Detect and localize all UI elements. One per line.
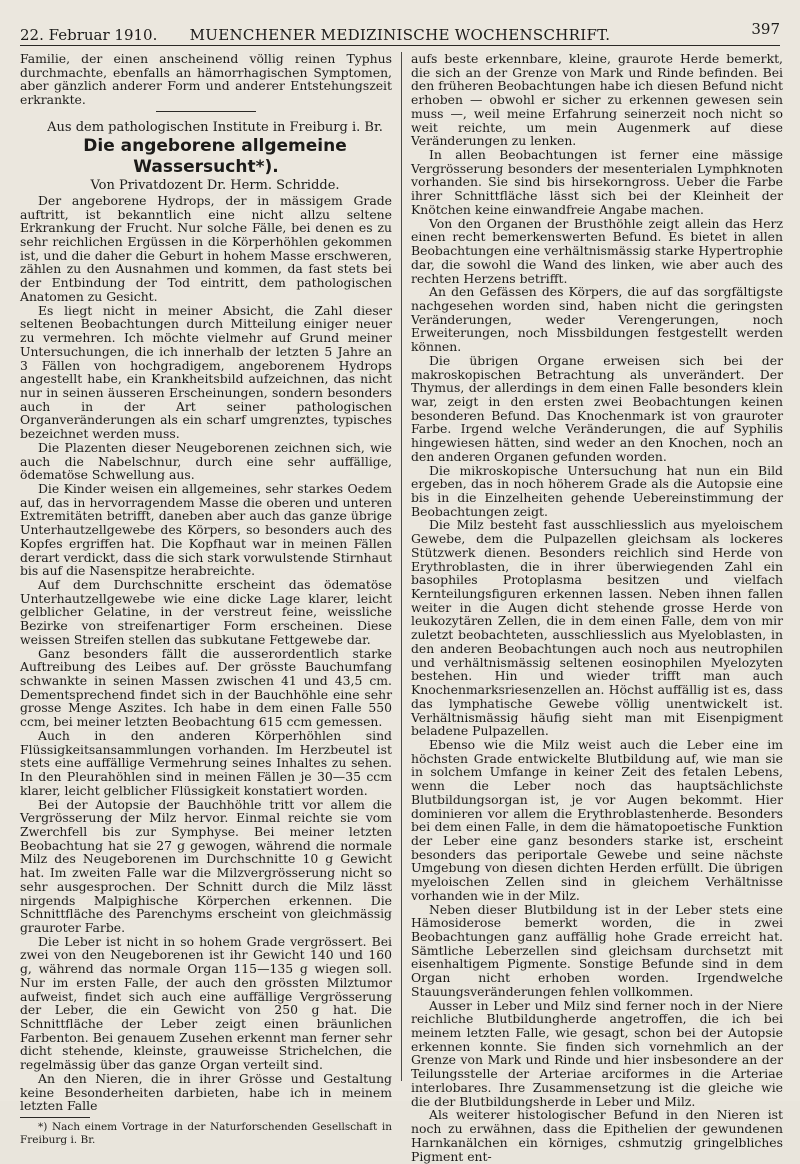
paragraph: Als weiterer histologischer Befund in den Nieren ist noch zu erwähnen, dass die Epithelien der gewundenen Harnkanälchen ein körniges, cshmutzig gringelbliches Pigment ent-: [411, 1107, 783, 1164]
paragraph: Neben dieser Blutbildung ist in der Leber stets eine Hämosiderose bemerkt worden, die in zwei Beobachtungen ganz auffällig hohe Grade erreicht hat. Sämtliche Leberzellen sind gleichsam durchsetzt mit eisenhaltigem Pigmente. Sonstige Befunde sind in dem Organ nicht erhoben worden. Irgendwelche Stauungsveränderungen fehlen vollkommen.: [411, 901, 783, 999]
paragraph: An den Gefässen des Körpers, die auf das sorgfältigste nachgesehen worden sind, haben nicht die geringsten Veränderungen, weder Verengerungen, noch Erweiterungen, noch Missbildungen festgestellt werden können.: [411, 284, 783, 355]
paragraph: Die Plazenten dieser Neugeborenen zeichnen sich, wie auch die Nabelschnur, durch eine sehr auffällige, ödematöse Schwellung aus.: [20, 439, 392, 483]
continued-paragraph: Familie, der einen anscheinend völlig reinen Typhus durchmachte, ebenfalls an hämorrhagischen Symptomen, aber gänzlich anderer Form und anderer Entstehungszeit erkrankte.: [20, 51, 392, 108]
continued-paragraph: aufs beste erkennbare, kleine, graurote Herde bemerkt, die sich an der Grenze von Mark und Rinde befinden. Bei den früheren Beobachtungen habe ich diesen Befund nicht erhoben — obwohl er sicher zu erkennen gewesen sein muss —, weil meine Erfahrung seinerzeit noch nicht so weit reichte, um mein Augenmerk auf diese Veränderungen zu lenken.: [411, 51, 783, 149]
left-column: [20, 52, 392, 1147]
paragraph: Von den Organen der Brusthöhle zeigt allein das Herz einen recht bemerkenswerten Befund. Es bietet in allen Beobachtungen eine verhältnismässig starke Hypertrophie dar, die sowohl die Wand des linken, wie aber auch des rechten Herzens betrifft.: [411, 215, 783, 286]
page-number: 397: [751, 20, 780, 38]
article-separator: [156, 111, 256, 112]
paragraph: Die übrigen Organe erweisen sich bei der makroskopischen Betrachtung als unverändert. Der Thymus, der allerdings in dem einen Falle besonders klein war, zeigt in den ersten zwei Beobachtungen keinen besonderen Befund. Das Knochenmark ist von grauroter Farbe. Irgend welche Veränderungen, die auf Syphilis hingewiesen hätten, sind weder an den Knochen, noch an den anderen Organen gefunden worden.: [411, 352, 783, 464]
paragraph: Die mikroskopische Untersuchung hat nun ein Bild ergeben, das in noch höherem Grade als die Autopsie eine bis in die Einzelheiten gehende Uebereinstimmung der Beobachtungen zeigt.: [411, 462, 783, 519]
article-title: Die angeborene allgemeine Wassersucht*).: [83, 135, 347, 177]
right-column: [411, 52, 783, 1163]
paragraph: Die Leber ist nicht in so hohem Grade vergrössert. Bei zwei von den Neugeborenen ist ihr Gewicht 140 und 160 g, während das normale Organ 115—135 g wiegen soll. Nur im ersten Falle, der auch den grössten Milztumor aufweist, findet sich auch eine auffällige Vergrösserung der Leber, die ein Gewicht von 250 g hat. Die Schnittfläche der Leber zeigt einen bräunlichen Farbenton. Bei genauem Zusehen erkennt man ferner sehr dicht stehende, kleinste, grauweisse Strichelchen, die regelmässig über das ganze Organ verteilt sind.: [20, 933, 392, 1073]
paragraph: An den Nieren, die in ihrer Grösse und Gestaltung keine Besonderheiten darbieten, habe ich in meinem letzten Falle: [20, 1070, 392, 1114]
page-header: [20, 18, 780, 48]
paragraph: Auch in den anderen Körperhöhlen sind Flüssigkeitsansammlungen vorhanden. Im Herzbeutel ist stets eine auffällige Vermehrung seines Inhaltes zu sehen. In den Pleurahöhlen sind in meinen Fällen je 30—35 ccm klarer, leicht gelblicher Flüssigkeit konstatiert worden.: [20, 727, 392, 798]
paragraph: Der angeborene Hydrops, der in mässigem Grade auftritt, ist bekanntlich eine nicht allzu seltene Erkrankung der Frucht. Nur solche Fälle, bei denen es zu sehr reichlichen Ergüssen in die Körperhöhlen gekommen ist, und die daher die Geburt in hohem Masse erschweren, zählen zu den Ausnahmen und kommen, da fast stets bei der Entbindung der Tod eintritt, dem pathologischen Anatomen zu Gesicht.: [20, 192, 392, 304]
issue-date: 22. Februar 1910.: [20, 26, 158, 44]
journal-title: MUENCHENER MEDIZINISCHE WOCHENSCHRIFT.: [189, 26, 611, 44]
footnote-rule: [20, 1117, 90, 1118]
paragraph: Die Milz besteht fast ausschliesslich aus myeloischem Gewebe, dem die Pulpazellen gleichsam als lockeres Stützwerk dienen. Besonders reichlich sind Herde von Erythroblasten, die in ihrer überwiegenden Zahl ein basophiles Protoplasma besitzen und vielfach Kernteilungsfiguren erkennen lassen. Neben ihnen fallen weiter in die Augen dicht stehende grosse Herde von leukozytären Zellen, die in dem einen Falle, dem von mir zuletzt beobachteten, ausschliesslich aus Myeloblasten, in den anderen Beobachtungen auch noch aus neutrophilen und verhältnismässig seltenen eosinophilen Myelozyten bestehen. Hin und wieder trifft man auch Knochenmarksriesenzellen an. Höchst auffällig ist es, dass das lymphatische Gewebe völlig unentwickelt ist. Verhältnismässig häufig sieht man mit Eisenpigment beladene Pulpazellen.: [411, 517, 783, 739]
header-rule: [20, 45, 780, 46]
footnote: *) Nach einem Vortrage in der Naturforschenden Gesellschaft in Freiburg i. Br.: [20, 1121, 392, 1147]
paragraph: Auf dem Durchschnitte erscheint das ödematöse Unterhautzellgewebe wie eine dicke Lage klarer, leicht gelblicher Gelatine, in der verstreut feine, weissliche Bezirke von streifenartiger Form erscheinen. Diese weissen Streifen stellen das subkutane Fettgewebe dar.: [20, 577, 392, 647]
column-divider: [401, 52, 402, 1081]
institute-line: Aus dem pathologischen Institute in Freiburg i. Br.: [47, 119, 383, 135]
article-author: Von Privatdozent Dr. Herm. Schridde.: [90, 177, 340, 193]
paragraph: Ebenso wie die Milz weist auch die Leber eine im höchsten Grade entwickelte Blutbildung auf, wie man sie in solchem Umfange in keiner Zeit des fetalen Lebens, wenn die Leber noch das hauptsächlichste Blutbildungsorgan ist, je vor Augen bekommt. Hier dominieren vor allem die Erythroblastenherde. Besonders bei dem einen Falle, in dem die hämatopoetische Funktion der Leber eine ganz besonders starke ist, erscheint besonders das periportale Gewebe und seine nächste Umgebung von diesen dichten Herden erfüllt. Die übrigen myeloischen Zellen sind in gleichem Verhältnisse vorhanden wie in der Milz.: [411, 736, 783, 903]
paragraph: Ausser in Leber und Milz sind ferner noch in der Niere reichliche Blutbildungherde angetroffen, die ich bei meinem letzten Falle, wie gesagt, schon bei der Autopsie erkennen konnte. Sie finden sich vornehmlich an der Grenze von Mark und Rinde und hier insbesondere an der Teilungsstelle der Arteriae arciformes in die Arteriae interlobares. Ihre Zusammensetzung ist die gleiche wie die der Blutbildungsherde in Leber und Milz.: [411, 997, 783, 1109]
paragraph: In allen Beobachtungen ist ferner eine mässige Vergrösserung besonders der mesenterialen Lymphknoten vorhanden. Sie sind bis hirsekorngross. Ueber die Farbe ihrer Schnittfläche lässt sich bei der Kleinheit der Knötchen keine einwandfreie Angabe machen.: [411, 147, 783, 217]
paragraph: Es liegt nicht in meiner Absicht, die Zahl dieser seltenen Beobachtungen durch Mitteilung einiger neuer zu vermehren. Ich möchte vielmehr auf Grund meiner Untersuchungen, die ich innerhalb der letzten 5 Jahre an 3 Fällen von hochgradigem, angeborenem Hydrops angestellt habe, ein Krankheitsbild aufzeichnen, das nicht nur in seinen äusseren Erscheinungen, sondern besonders auch in der Art seiner pathologischen Organveränderungen als ein scharf umgrenztes, typisches bezeichnet werden muss.: [20, 302, 392, 442]
paragraph: Die Kinder weisen ein allgemeines, sehr starkes Oedem auf, das in hervorragendem Masse die oberen und unteren Extremitäten betrifft, daneben aber auch das ganze übrige Unterhautzellgewebe des Körpers, so besonders auch des Kopfes ergriffen hat. Die Kopfhaut war in meinen Fällen derart verdickt, dass die sich stark vorwulstende Stirnhaut bis auf die Nasenspitze herabreichte.: [20, 480, 392, 579]
paragraph: Ganz besonders fällt die ausserordentlich starke Auftreibung des Leibes auf. Der grösste Bauchumfang schwankte in seinen Massen zwischen 41 und 43,5 cm. Dementsprechend findet sich in der Bauchhöhle eine sehr grosse Menge Aszites. Ich habe in dem einen Falle 550 ccm, bei meiner letzten Beobachtung 615 ccm gemessen.: [20, 645, 392, 730]
paragraph: Bei der Autopsie der Bauchhöhle tritt vor allem die Vergrösserung der Milz hervor. Einmal reichte sie vom Zwerchfell bis zur Symphyse. Bei meiner letzten Beobachtung hat sie 27 g gewogen, während die normale Milz des Neugeborenen im Durchschnitte 10 g Gewicht hat. Im zweiten Falle war die Milzvergrösserung nicht so sehr ausgesprochen. Der Schnitt durch die Milz lässt nirgends Malpighische Körperchen erkennen. Die Schnittfläche des Parenchyms erscheint von gleichmässig grauroter Farbe.: [20, 796, 392, 935]
